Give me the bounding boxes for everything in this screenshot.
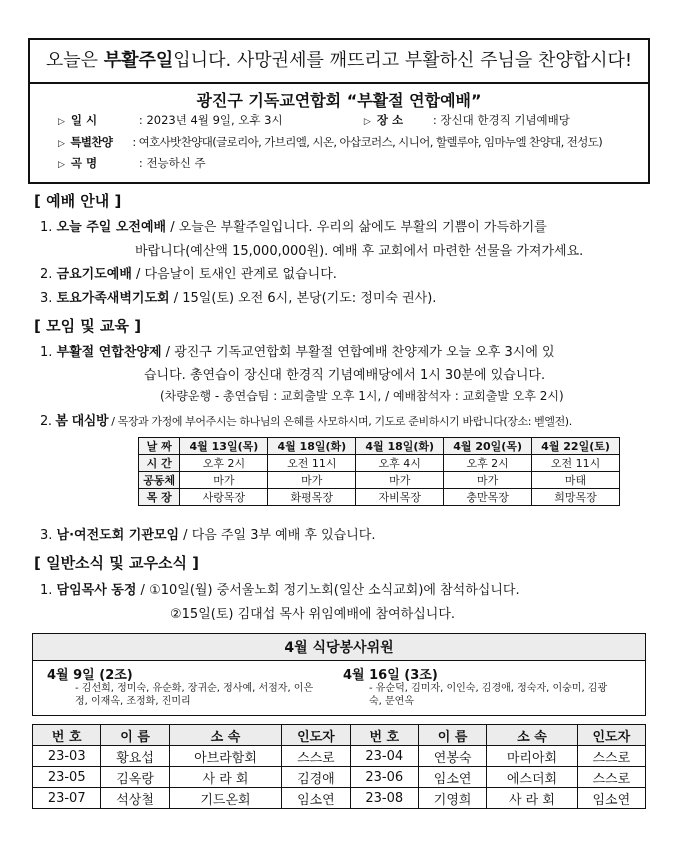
meal-service-groups	[32, 660, 646, 716]
worship-item-2: 2. 금요기도예배 / 다음날이 토새인 관계로 없습니다.	[40, 267, 337, 282]
table-row: 23-07 석상철 기드온회 임소연 23-08 기영희 사 라 회 임소연	[33, 788, 646, 809]
meetings-item-1: 1. 부활절 연합찬양제 / 광진구 기독교연합회 부활절 연합예배 찬양제가 오늘 오후 3시에 있	[40, 345, 555, 360]
table-row: 공동체 마가 마가 마가 마가 마태	[139, 472, 620, 489]
triangle-bullet-icon: ▷	[58, 117, 65, 127]
triangle-bullet-icon: ▷	[58, 160, 65, 170]
triangle-bullet-icon: ▷	[58, 139, 65, 149]
meetings-item-1-cont: 습니다. 총연습이 장신대 한경직 기념예배당에서 1시 30분에 있습니다.	[144, 368, 546, 383]
meetings-item-3: 3. 남·여전도회 기관모임 / 다음 주일 3부 예배 후 있습니다.	[40, 528, 376, 543]
table-row: 번 호 이 름 소 속 인도자 번 호 이 름 소 속 인도자	[33, 725, 646, 746]
worship-item-3: 3. 토요가족새벽기도회 / 15일(토) 오전 6시, 본당(기도: 정미숙 권사).	[40, 291, 437, 306]
meal-group-2-title: 4월 16일 (3조)	[343, 668, 438, 683]
meal-service-title: 4월 식당봉사위원	[32, 633, 646, 661]
news-item-1-cont: ②15일(토) 김대섭 목사 위임예배에 참여하십니다.	[170, 607, 456, 622]
meal-group-1-members: - 김선희, 정미숙, 유순화, 장귀순, 정사예, 서점자, 이은정, 이재옥, 조정화, 진미리	[75, 683, 314, 707]
news-item-1: 1. 담임목사 동정 / ①10일(월) 중서울노회 정기노회(일산 소식교회)에 참석하십니다.	[40, 583, 520, 598]
table-row: 목 장 사랑목장 화평목장 자비목장 충만목장 희망목장	[139, 489, 620, 506]
new-member-roster-table	[32, 724, 646, 809]
table-row: 23-03 황요섭 아브라함회 스스로 23-04 연봉숙 마리아회 스스로	[33, 746, 646, 767]
table-row: 23-05 김옥랑 사 라 회 김경애 23-06 임소연 에스더회 스스로	[33, 767, 646, 788]
triangle-bullet-icon: ▷	[363, 117, 371, 127]
table-row: 날 짜 4월 13일(목) 4월 18일(화) 4월 18일(화) 4월 20일(목) 4월 22일(토)	[139, 438, 620, 455]
meal-group-1-title: 4월 9일 (2조)	[47, 668, 133, 683]
event-datetime-row: ▷ 일 시 : 2023년 4월 9일, 오후 3시 ▷ 장 소 : 장신대 한경직 기념예배당	[58, 113, 570, 127]
meetings-item-2: 2. 봄 대심방 / 목장과 가정에 부어주시는 하나님의 은혜를 사모하시며, 기도로 준비하시기 바랍니다(장소: 벧엘전).	[40, 414, 572, 429]
meetings-heading: [ 모임 및 교육 ]	[34, 317, 142, 335]
event-song-row: ▷ 곡 명 : 전능하신 주	[58, 156, 206, 170]
meetings-item-1-transport: (차량운행 - 총연습팀 : 교회출발 오후 1시, / 예배참석자 : 교회출발 오후 2시)	[160, 389, 564, 403]
event-special-music-row: ▷ 특별찬양 : 여호사밧찬양대(글로리아, 가브리엘, 시온, 아삽코러스, 시니어, 할렐루야, 임마누엘 찬양대, 전성도)	[58, 135, 603, 149]
event-title: 광진구 기독교연합회 “부활절 연합예배”	[196, 91, 482, 110]
worship-item-1: 1. 오늘 주일 오전예배 / 오늘은 부활주일입니다. 우리의 삶에도 부활의 기쁨이 가득하기를	[40, 220, 547, 235]
visit-schedule-table	[138, 437, 620, 506]
table-row: 시 간 오후 2시 오전 11시 오후 4시 오후 2시 오전 11시	[139, 455, 620, 472]
news-heading: [ 일반소식 및 교우소식 ]	[34, 554, 200, 572]
easter-headline: 오늘은 부활주일입니다. 사망권세를 깨뜨리고 부활하신 주님을 찬양합시다!	[30, 40, 648, 84]
worship-heading: [ 예배 안내 ]	[34, 192, 122, 210]
event-banner	[28, 38, 650, 184]
worship-item-1-cont: 바랍니다(예산액 15,000,000원). 예배 후 교회에서 마련한 선물을 가져가세요.	[135, 244, 584, 259]
meal-group-2-members: - 유순덕, 김미자, 이인숙, 김경애, 정숙자, 이숭미, 김광숙, 문연옥	[369, 683, 608, 707]
easter-keyword: 부활주일	[103, 50, 174, 71]
